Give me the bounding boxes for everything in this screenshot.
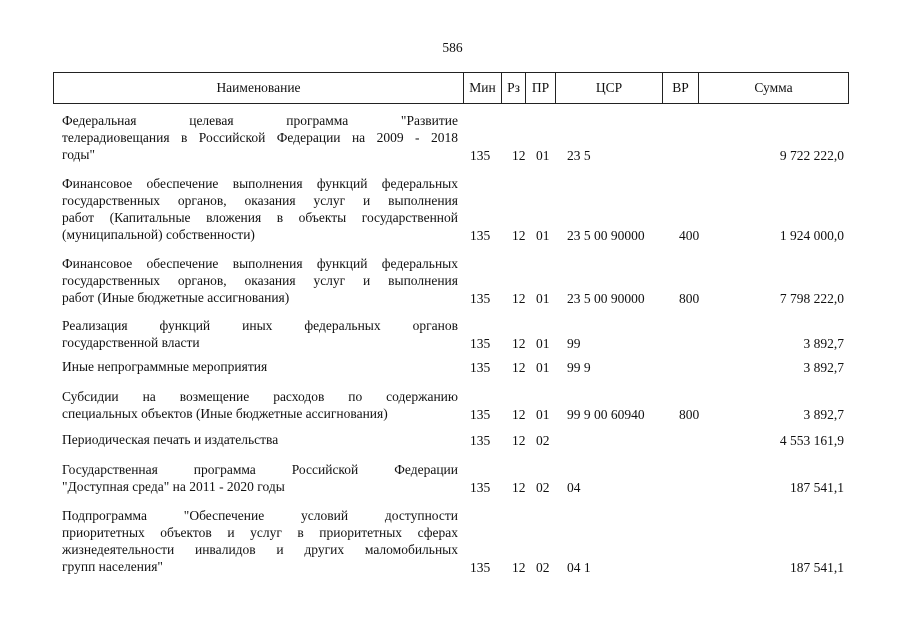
row-sum: 3 892,7 (803, 407, 844, 422)
row-min: 135 (470, 148, 491, 163)
row-csr: 23 5 00 90000 (567, 228, 645, 243)
row-rz: 12 (512, 480, 526, 495)
row-sum: 3 892,7 (803, 360, 844, 375)
row-csr: 99 9 (567, 360, 591, 375)
row-csr: 99 (567, 336, 581, 351)
row-name-line: Финансовое обеспечение выполнения функций федеральных (62, 256, 458, 271)
row-name-line: государственной власти (62, 335, 200, 350)
row-min: 135 (470, 228, 491, 243)
row-pr: 02 (536, 433, 550, 448)
row-name (62, 461, 458, 495)
row-rz: 12 (512, 336, 526, 351)
row-sum: 7 798 222,0 (779, 291, 844, 306)
row-pr: 01 (536, 336, 550, 351)
row-pr: 01 (536, 407, 550, 422)
row-rz: 12 (512, 433, 526, 448)
row-pr: 02 (536, 480, 550, 495)
header-csr: ЦСР (556, 73, 663, 103)
row-name-line: государственных органов, оказания услуг и выполнения (62, 273, 458, 288)
row-vr: 800 (679, 407, 700, 422)
row-csr: 04 1 (567, 560, 591, 575)
row-name-line: Реализация функций иных федеральных органов (62, 318, 458, 333)
row-rz: 12 (512, 407, 526, 422)
row-pr: 02 (536, 560, 550, 575)
row-name-line: работ (Капитальные вложения в объекты государственной (62, 210, 458, 225)
row-name-line: Иные непрограммные мероприятия (62, 359, 268, 374)
row-name-line: Подпрограмма "Обеспечение условий доступности (62, 508, 458, 523)
row-name-line: годы" (62, 147, 96, 162)
header-name: Наименование (54, 73, 464, 103)
row-csr: 23 5 (567, 148, 591, 163)
row-name-line: работ (Иные бюджетные ассигнования) (62, 290, 290, 305)
row-rz: 12 (512, 291, 526, 306)
row-name-line: Государственная программа Российской Федерации (62, 462, 458, 477)
row-min: 135 (470, 291, 491, 306)
row-name-line: (муниципальной) собственности) (62, 227, 255, 242)
row-min: 135 (470, 560, 491, 575)
row-name-line: специальных объектов (Иные бюджетные ассигнования) (62, 406, 388, 421)
row-min: 135 (470, 407, 491, 422)
row-sum: 4 553 161,9 (779, 433, 844, 448)
row-sum: 3 892,7 (803, 336, 844, 351)
row-rz: 12 (512, 560, 526, 575)
row-name-line: государственных органов, оказания услуг и выполнения (62, 193, 458, 208)
header-rz: Рз (502, 73, 526, 103)
row-sum: 1 924 000,0 (779, 228, 844, 243)
row-name-line: Периодическая печать и издательства (62, 432, 279, 447)
row-name-line: приоритетных объектов и услуг в приоритетных сферах (62, 525, 458, 540)
row-rz: 12 (512, 148, 526, 163)
row-csr: 23 5 00 90000 (567, 291, 645, 306)
row-rz: 12 (512, 228, 526, 243)
header-vr: ВР (663, 73, 699, 103)
row-name (62, 112, 458, 163)
row-min: 135 (470, 360, 491, 375)
row-csr: 04 (567, 480, 581, 495)
row-sum: 187 541,1 (790, 480, 844, 495)
row-vr: 800 (679, 291, 700, 306)
row-name (62, 175, 458, 243)
row-csr: 99 9 00 60940 (567, 407, 645, 422)
row-sum: 9 722 222,0 (779, 148, 844, 163)
row-pr: 01 (536, 148, 550, 163)
row-name-line: Федеральная целевая программа "Развитие (62, 113, 458, 128)
row-name-line: "Доступная среда" на 2011 - 2020 годы (62, 479, 285, 494)
row-name (62, 507, 458, 575)
header-min: Мин (464, 73, 502, 103)
row-name (62, 431, 458, 448)
page-number: 586 (442, 40, 463, 55)
table-header (53, 72, 849, 104)
row-pr: 01 (536, 360, 550, 375)
header-sum: Сумма (754, 80, 793, 95)
row-name-line: Субсидии на возмещение расходов по содержанию (62, 389, 458, 404)
row-name (62, 255, 458, 306)
row-name-line: групп населения" (62, 559, 163, 574)
row-name (62, 317, 458, 351)
row-pr: 01 (536, 291, 550, 306)
row-vr: 400 (679, 228, 700, 243)
row-pr: 01 (536, 228, 550, 243)
row-min: 135 (470, 480, 491, 495)
row-name (62, 358, 458, 375)
row-name-line: Финансовое обеспечение выполнения функций федеральных (62, 176, 458, 191)
row-name-line: жизнедеятельности инвалидов и других маломобильных (62, 542, 458, 557)
row-name (62, 388, 458, 422)
row-sum: 187 541,1 (790, 560, 844, 575)
row-rz: 12 (512, 360, 526, 375)
row-min: 135 (470, 433, 491, 448)
row-name-line: телерадиовещания в Российской Федерации на 2009 - 2018 (62, 130, 458, 145)
header-pr: ПР (526, 73, 556, 103)
row-min: 135 (470, 336, 491, 351)
